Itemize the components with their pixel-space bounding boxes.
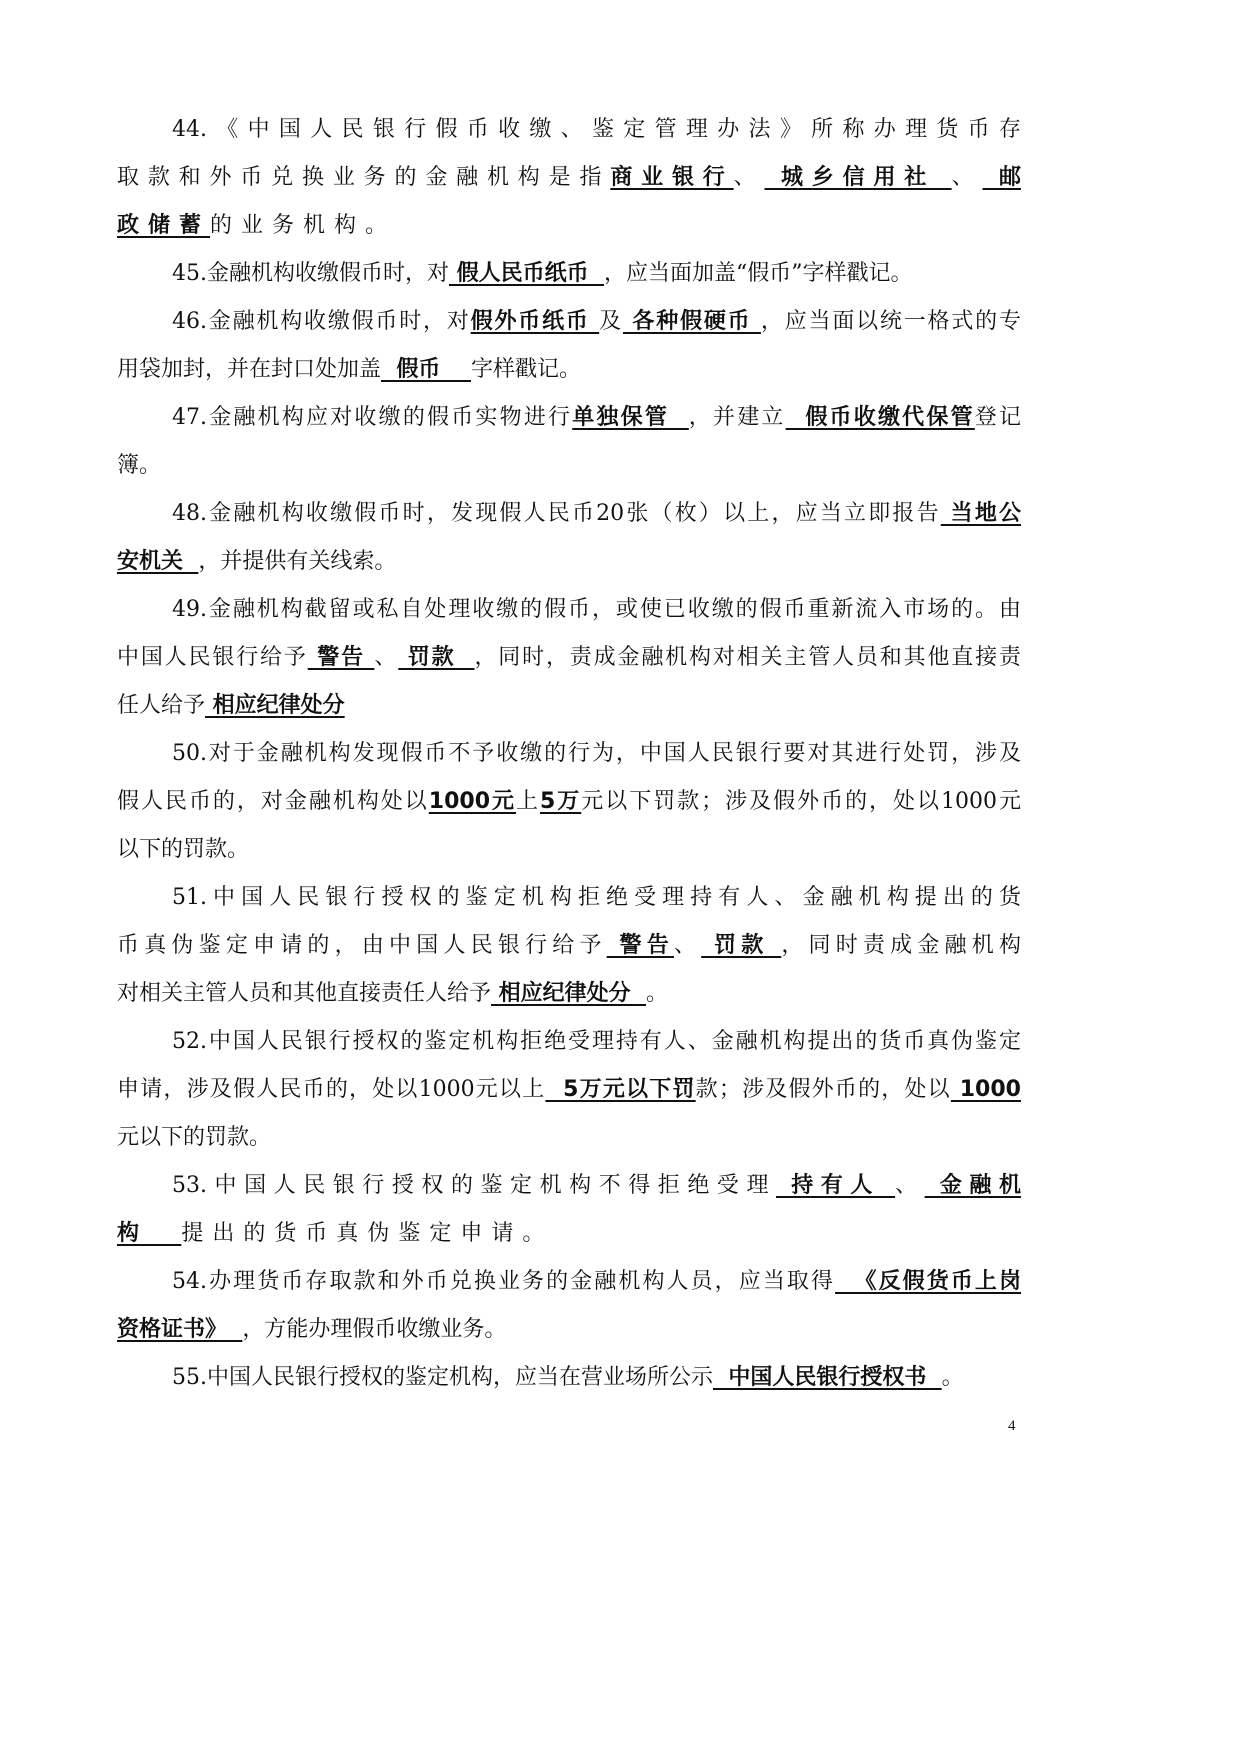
text-line <box>117 1258 1021 1306</box>
text-line <box>117 538 1021 586</box>
text-line <box>117 682 1021 730</box>
question-text: ，同时，责成金融机构对相关主管人员和其他直接责 <box>474 645 1021 670</box>
text-line <box>117 922 1021 970</box>
answer-blank: 假币收缴代保管 <box>785 405 975 430</box>
question-text: 申请，涉及假人民币的，处以1000元以上 <box>117 1077 546 1102</box>
answer-blank: 各种假硬币 <box>622 309 761 334</box>
question-text: 任人给予 <box>117 693 206 718</box>
answer-blank: 资格证书》 <box>117 1317 243 1342</box>
text-line <box>117 634 1021 682</box>
question-text: 、 <box>374 645 399 670</box>
answer-blank: 持有人 <box>776 1173 896 1198</box>
question-text: 51.中国人民银行授权的鉴定机构拒绝受理持有人、金融机构提出的货 <box>172 885 1021 910</box>
question-text: 对相关主管人员和其他直接责任人给予 <box>117 981 492 1006</box>
text-line <box>117 874 1021 922</box>
question-text: 49.金融机构截留或私自处理收缴的假币，或使已收缴的假币重新流入市场的。由 <box>172 597 1021 622</box>
answer-blank: 构 <box>117 1221 182 1246</box>
question-text: 簿。 <box>117 453 162 478</box>
question-text: 。 <box>646 981 669 1006</box>
question-51 <box>117 874 1021 1018</box>
question-text: 48.金融机构收缴假币时，发现假人民币20张（枚）以上，应当立即报告 <box>172 501 941 526</box>
text-line <box>117 1306 1021 1354</box>
question-45 <box>117 250 1021 298</box>
question-text: 取款和外币兑换业务的金融机构是指 <box>117 165 611 190</box>
question-text: 。 <box>941 1365 964 1390</box>
question-text: 用袋加封，并在封口处加盖 <box>117 357 382 382</box>
question-text: 款；涉及假外币的，处以 <box>695 1077 951 1102</box>
question-text: 字样戳记。 <box>470 357 581 382</box>
question-53 <box>117 1162 1021 1258</box>
text-line <box>117 154 1021 202</box>
question-text: 54.办理货币存取款和外币兑换业务的金融机构人员，应当取得 <box>172 1269 836 1294</box>
answer-blank: 相应纪律处分 <box>491 981 646 1006</box>
question-55 <box>117 1354 1021 1402</box>
question-text: 、 <box>895 1173 925 1198</box>
question-44 <box>117 106 1021 250</box>
text-line <box>117 1354 1021 1402</box>
question-50 <box>117 730 1021 874</box>
text-line <box>117 730 1021 778</box>
question-text: 55.中国人民银行授权的鉴定机构，应当在营业场所公示 <box>172 1365 713 1390</box>
question-52 <box>117 1018 1021 1162</box>
question-text: 的业务机构。 <box>210 213 397 238</box>
answer-blank: 1000元 <box>428 789 516 814</box>
answer-blank: 罚款 <box>701 933 782 958</box>
text-line <box>117 106 1021 154</box>
question-text: 46.金融机构收缴假币时，对 <box>172 309 471 334</box>
text-line <box>117 250 1021 298</box>
answer-blank: 5万 <box>539 789 582 814</box>
text-line <box>117 586 1021 634</box>
question-text: 登记 <box>974 405 1021 430</box>
question-text: 52.中国人民银行授权的鉴定机构拒绝受理持有人、金融机构提出的货币真伪鉴定 <box>172 1029 1021 1054</box>
question-text: 45.金融机构收缴假币时，对 <box>172 261 449 286</box>
document-body <box>117 106 1021 1402</box>
answer-blank: 5万元以下罚 <box>545 1077 696 1102</box>
question-text: 47.金融机构应对收缴的假币实物进行 <box>172 405 573 430</box>
question-text: 币真伪鉴定申请的，由中国人民银行给予 <box>117 933 607 958</box>
question-text: 44.《中国人民银行假币收缴、鉴定管理办法》所称办理货币存 <box>172 117 1021 142</box>
text-line <box>117 1018 1021 1066</box>
answer-blank: 警告 <box>606 933 674 958</box>
question-text: 、 <box>951 165 983 190</box>
text-line <box>117 826 1021 874</box>
text-line <box>117 490 1021 538</box>
question-text: ，并建立 <box>688 405 786 430</box>
text-line <box>117 202 1021 250</box>
question-text: 及 <box>599 309 623 334</box>
answer-blank: 假币 <box>381 357 471 382</box>
question-text: ，应当面加盖“假币”字样戳记。 <box>603 261 913 286</box>
text-line <box>117 1210 1021 1258</box>
question-text: ，方能办理假币收缴业务。 <box>242 1317 507 1342</box>
answer-blank: 当地公 <box>940 501 1022 526</box>
question-text: 50.对于金融机构发现假币不予收缴的行为，中国人民银行要对其进行处罚，涉及 <box>172 741 1021 766</box>
answer-blank: 金融机 <box>924 1173 1021 1198</box>
answer-blank: 商业银行 <box>610 165 734 190</box>
text-line <box>117 1162 1021 1210</box>
question-47 <box>117 394 1021 490</box>
answer-blank: 中国人民银行授权书 <box>713 1365 942 1390</box>
answer-blank: 罚款 <box>398 645 475 670</box>
text-line <box>117 298 1021 346</box>
answer-blank: 单独保管 <box>572 405 689 430</box>
answer-blank: 警告 <box>307 645 375 670</box>
answer-blank: 城乡信用社 <box>764 165 952 190</box>
text-line <box>117 1066 1021 1114</box>
text-line <box>117 970 1021 1018</box>
question-54 <box>117 1258 1021 1354</box>
question-text: 53.中国人民银行授权的鉴定机构不得拒绝受理 <box>172 1173 777 1198</box>
question-text: ，并提供有关线索。 <box>198 549 397 574</box>
text-line <box>117 346 1021 394</box>
answer-blank: 《反假货币上岗 <box>835 1269 1021 1294</box>
text-line <box>117 778 1021 826</box>
question-48 <box>117 490 1021 586</box>
text-line <box>117 442 1021 490</box>
answer-blank: 假人民币纸币 <box>449 261 604 286</box>
answer-blank: 政储蓄 <box>117 213 211 238</box>
answer-blank: 安机关 <box>117 549 199 574</box>
page-number: 4 <box>1008 1418 1016 1434</box>
text-line <box>117 1114 1021 1162</box>
question-text: 假人民币的，对金融机构处以 <box>117 789 429 814</box>
question-text: 、 <box>733 165 765 190</box>
question-text: ，同时责成金融机构 <box>781 933 1021 958</box>
question-text: 提出的货币真伪鉴定申请。 <box>181 1221 554 1246</box>
question-text: 以下的罚款。 <box>117 837 250 862</box>
question-text: 上 <box>515 789 540 814</box>
answer-blank: 邮 <box>982 165 1021 190</box>
question-text: ，应当面以统一格式的专 <box>760 309 1021 334</box>
answer-blank: 假外币纸币 <box>470 309 600 334</box>
question-46 <box>117 298 1021 394</box>
question-text: 中国人民银行给予 <box>117 645 308 670</box>
text-line <box>117 394 1021 442</box>
question-text: 、 <box>673 933 702 958</box>
answer-blank: 相应纪律处分 <box>205 693 345 718</box>
question-text: 元以下罚款；涉及假外币的，处以1000元 <box>581 789 1021 814</box>
question-49 <box>117 586 1021 730</box>
question-text: 元以下的罚款。 <box>117 1125 272 1150</box>
answer-blank: 1000 <box>950 1077 1021 1102</box>
